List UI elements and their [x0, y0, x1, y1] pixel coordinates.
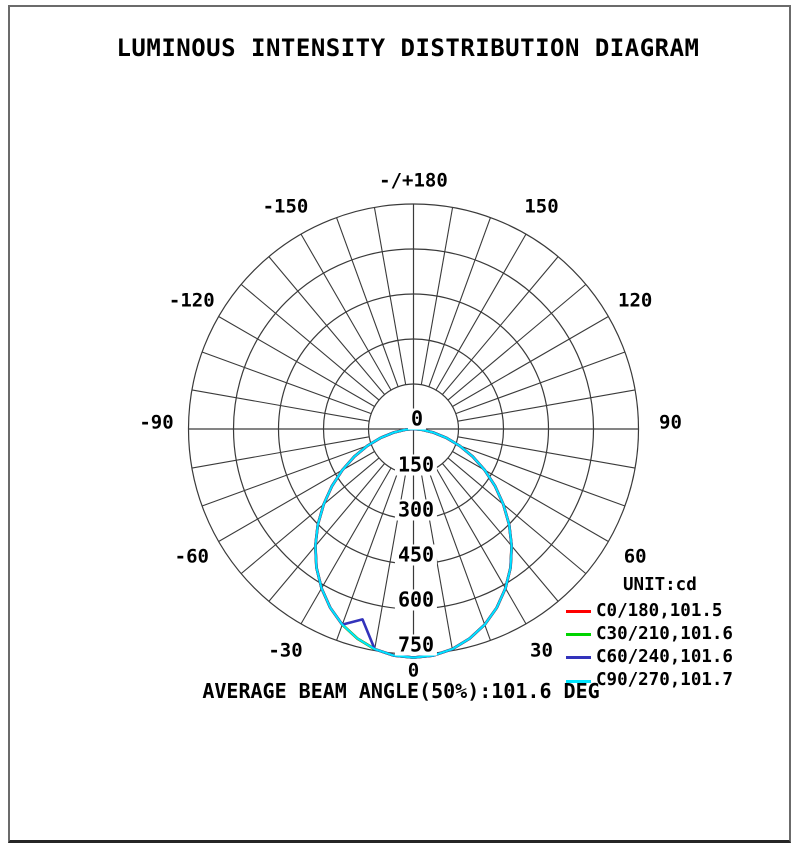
- grid-spoke: [337, 218, 399, 387]
- grid-spoke: [452, 317, 608, 407]
- angle-label-120: 120: [618, 289, 653, 312]
- grid-spoke: [458, 437, 635, 468]
- angle-label-150: 150: [524, 195, 559, 218]
- radial-tick-600: 600: [395, 590, 437, 611]
- grid-spoke: [452, 452, 608, 542]
- legend-label: C60/240,101.6: [596, 647, 733, 668]
- grid-spoke: [219, 452, 375, 542]
- grid-spoke: [241, 284, 379, 400]
- chart-title: LUMINOUS INTENSITY DISTRIBUTION DIAGRAM: [116, 34, 700, 62]
- radial-tick-150: 150: [395, 455, 437, 476]
- grid-spoke: [448, 458, 586, 574]
- grid-spoke: [337, 471, 399, 640]
- grid-spoke: [269, 257, 385, 395]
- legend-label: C30/210,101.6: [596, 624, 733, 645]
- legend-item-c0-180: [566, 600, 776, 623]
- grid-spoke: [436, 234, 526, 390]
- grid-spoke: [192, 390, 369, 421]
- angle-label--30: -30: [268, 639, 303, 662]
- grid-spoke: [442, 257, 558, 395]
- angle-label--150: -150: [262, 195, 309, 218]
- angle-label--+180: -/+180: [379, 169, 448, 192]
- grid-spoke: [448, 284, 586, 400]
- radial-tick-450: 450: [395, 545, 437, 566]
- beam-angle-summary: AVERAGE BEAM ANGLE(50%):101.6 DEG: [202, 679, 600, 703]
- legend-swatch-c60-240: [566, 656, 591, 659]
- angle-label--120: -120: [168, 289, 215, 312]
- grid-spoke: [456, 352, 625, 414]
- angle-label--60: -60: [174, 545, 209, 568]
- legend: [566, 575, 776, 693]
- grid-spoke: [429, 218, 491, 387]
- grid-spoke: [458, 390, 635, 421]
- angle-label-0: 0: [407, 659, 420, 682]
- angle-label--90: -90: [139, 411, 174, 434]
- grid-spoke: [269, 463, 385, 601]
- legend-label: C0/180,101.5: [596, 600, 723, 621]
- legend-item-c60-240: [566, 646, 776, 669]
- grid-spoke: [442, 463, 558, 601]
- angle-label-60: 60: [623, 545, 647, 568]
- grid-spoke: [202, 444, 371, 506]
- radial-tick-0: 0: [408, 409, 426, 430]
- legend-unit-label: UNIT:cd: [623, 575, 697, 595]
- grid-spoke: [429, 471, 491, 640]
- legend-label: C90/270,101.7: [596, 670, 733, 691]
- grid-spoke: [421, 207, 452, 384]
- grid-spoke: [202, 352, 371, 414]
- angle-label-90: 90: [659, 411, 682, 434]
- radial-tick-750: 750: [395, 635, 437, 656]
- grid-spoke: [374, 207, 405, 384]
- grid-spoke: [301, 234, 391, 390]
- grid-spoke: [192, 437, 369, 468]
- angle-label-30: 30: [530, 639, 553, 662]
- legend-swatch-c30-210: [566, 633, 591, 636]
- grid-spoke: [219, 317, 375, 407]
- grid-spoke: [241, 458, 379, 574]
- radial-tick-300: 300: [395, 500, 437, 521]
- grid-spoke: [456, 444, 625, 506]
- legend-swatch-c0-180: [566, 610, 591, 613]
- legend-item-c30-210: [566, 623, 776, 646]
